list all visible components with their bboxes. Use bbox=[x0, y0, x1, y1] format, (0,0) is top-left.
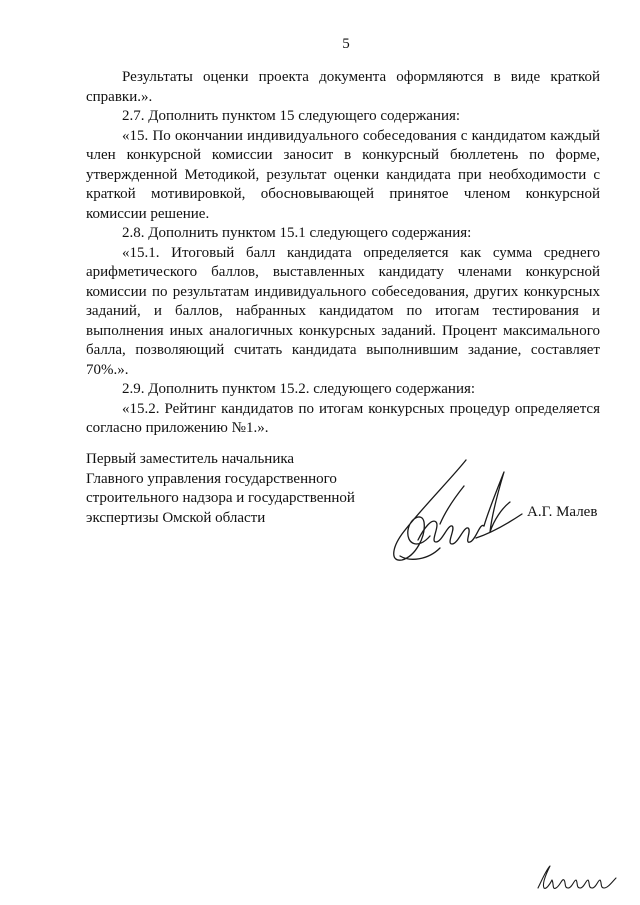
signatory-position bbox=[86, 450, 386, 528]
position-line: Главного управления государственного bbox=[86, 470, 337, 487]
handwritten-signature bbox=[380, 452, 530, 572]
paragraph: 2.9. Дополнить пунктом 15.2. следующего содержания: bbox=[122, 381, 476, 397]
signer-name: А.Г. Малев bbox=[527, 504, 598, 520]
paragraph: 2.7. Дополнить пунктом 15 следующего содержания: bbox=[122, 108, 461, 124]
paragraph: «15. По окончании индивидуального собеседования с кандидатом каждый член конкурсной комиссии заносит в конкурсный бюллетень по форме, утвержденной Методикой, результат оценки кандидата при необходимости с краткой мотивировкой, обосновывающей принятое членом конкурсной комиссии решение. bbox=[86, 127, 600, 222]
paragraph: Результаты оценки проекта документа оформляются в виде краткой справки.». bbox=[86, 69, 600, 105]
paragraph: 2.8. Дополнить пунктом 15.1 следующего содержания: bbox=[122, 225, 472, 241]
paragraph: «15.1. Итоговый балл кандидата определяется как сумма среднего арифметического баллов, выставленных кандидату членами конкурсной комиссии по результатам индивидуального собеседования, других конкурсных заданий, и баллов, набранных кандидатом по итогам тестирования и выполнения иных аналогичных конкурсных заданий. Процент максимального балла, позволяющий считать кандидата выполнившим задание, составляет 70%.». bbox=[86, 244, 600, 378]
page-number: 5 bbox=[342, 36, 350, 52]
position-line: Первый заместитель начальника bbox=[86, 451, 295, 467]
position-line: экспертизы Омской области bbox=[86, 509, 266, 526]
document-body bbox=[86, 68, 600, 439]
initials-mark bbox=[532, 858, 624, 896]
paragraph: «15.2. Рейтинг кандидатов по итогам конкурсных процедур определяется согласно приложению №1.». bbox=[86, 400, 600, 436]
position-line: строительного надзора и государственной bbox=[86, 490, 355, 506]
